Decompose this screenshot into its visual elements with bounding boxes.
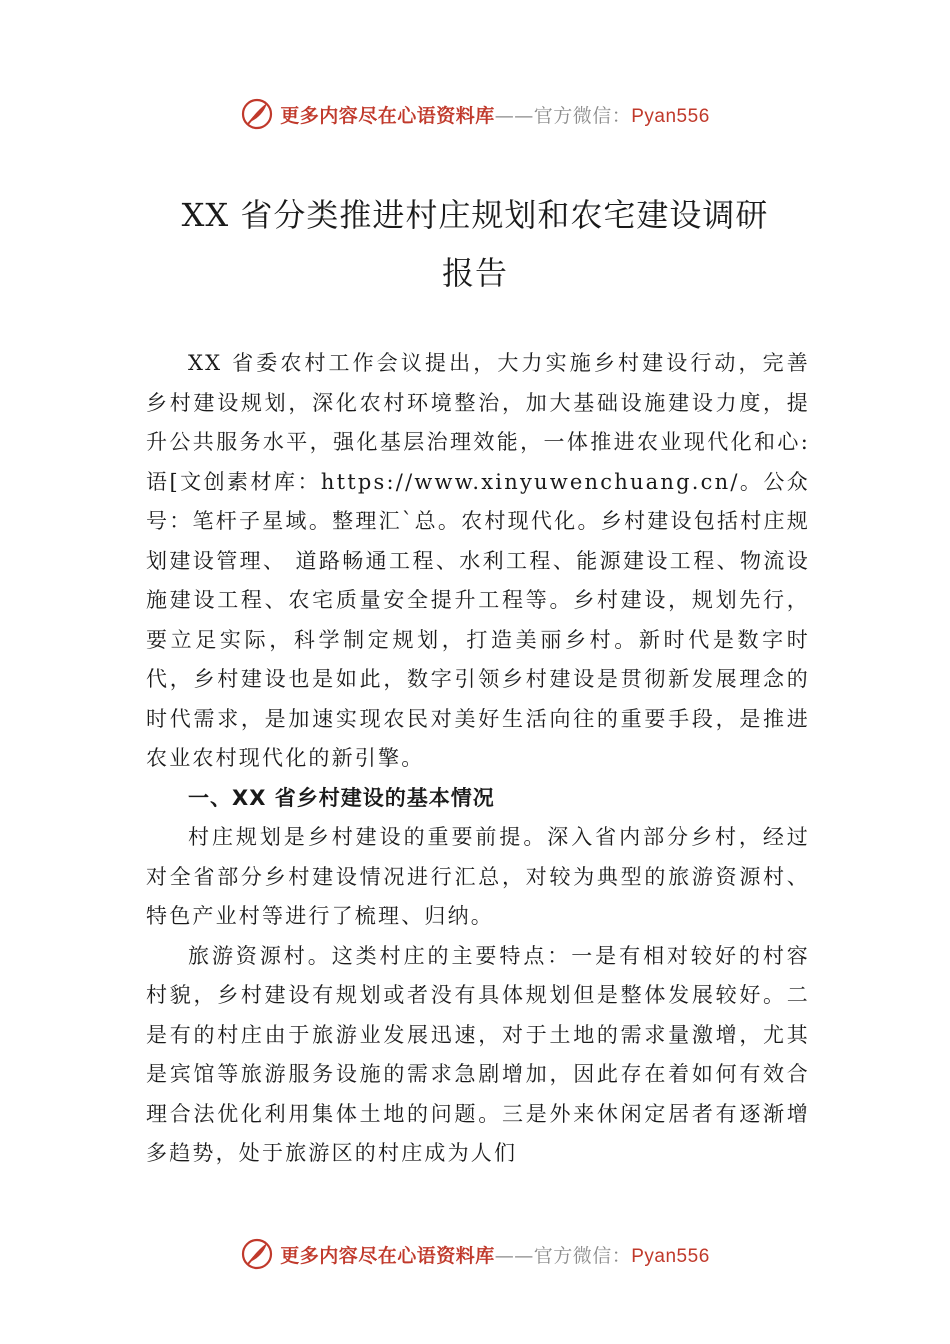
title-line-1: XX 省分类推进村庄规划和农宅建设调研 [181, 196, 769, 234]
title-line-2: 报告 [441, 254, 508, 292]
banner-wechat-label: 官方微信： [533, 104, 632, 127]
banner-text [280, 101, 710, 128]
document-body [146, 344, 810, 1174]
body-paragraph: 村庄规划是乡村建设的重要前提。深入省内部分乡村，经过对全省部分乡村建设情况进行汇总，对较为典型的旅游资源村、特色产业村等进行了梳理、归纳。 [146, 825, 810, 928]
body-paragraph: XX 省委农村工作会议提出，大力实施乡村建设行动，完善乡村建设规划，深化农村环境整治，加大基础设施建设力度，提升公共服务水平，强化基层治理效能，一体推进农业现代化和心:语[文创素材库：https://www.xinyuwenchuang.cn/。公众号：笔杆子星域。整理汇`总。农村现代化。乡村建设包括村庄规划建设管理、 道路畅通工程、水利工程、能源建设工程、物流设施建设工程、农宅质量安全提升工程等。乡村建设，规划先行，要立足实际，科学制定规划，打造美丽乡村。新时代是数字时代，乡村建设也是如此，数字引领乡村建设是贯彻新发展理念的时代需求，是加速实现农民对美好生活向往的重要手段，是推进农业农村现代化的新引擎。 [146, 351, 810, 770]
document-title [120, 186, 830, 302]
quill-logo-icon [240, 1237, 274, 1271]
header-banner [0, 92, 950, 136]
banner-wechat-id: Pyan556 [631, 1245, 710, 1267]
banner-separator: —— [494, 104, 534, 127]
footer-banner [0, 1232, 950, 1276]
banner-separator: —— [494, 1244, 534, 1267]
banner-label: 更多内容尽在心语资料库 [280, 104, 495, 127]
quill-logo-icon [240, 97, 274, 131]
section-heading: 一、XX 省乡村建设的基本情况 [188, 785, 495, 810]
banner-wechat-label: 官方微信： [533, 1244, 632, 1267]
banner-wechat-id: Pyan556 [631, 105, 710, 127]
body-paragraph: 旅游资源村。这类村庄的主要特点：一是有相对较好的村容村貌，乡村建设有规划或者没有具体规划但是整体发展较好。二是有的村庄由于旅游业发展迅速，对于土地的需求量激增，尤其是宾馆等旅游服务设施的需求急剧增加，因此存在着如何有效合理合法优化利用集体土地的问题。三是外来休闲定居者有逐渐增多趋势，处于旅游区的村庄成为人们 [146, 943, 810, 1165]
banner-label: 更多内容尽在心语资料库 [280, 1244, 495, 1267]
banner-text [280, 1241, 710, 1268]
